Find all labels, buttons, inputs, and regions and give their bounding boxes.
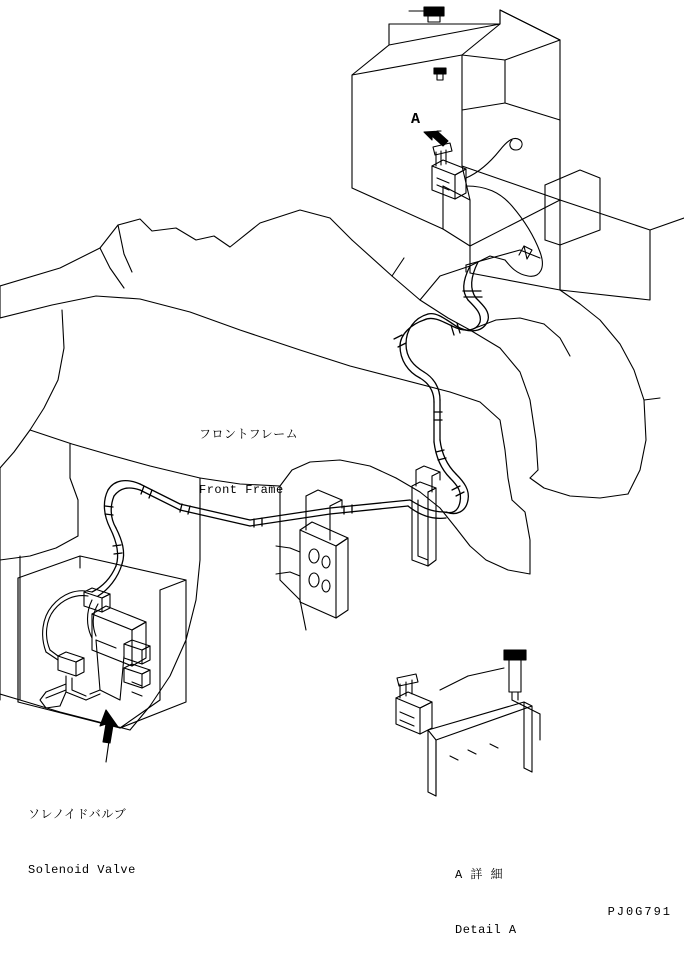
- solenoid-valve-label-jp: ソレノイドバルブ: [28, 808, 127, 822]
- front-frame-label: [199, 388, 298, 538]
- drawing-number: PJ0G791: [607, 905, 672, 919]
- detail-a-label-en: Detail A: [455, 923, 517, 937]
- detail-a-assembly: [396, 650, 540, 796]
- detail-a-label-jp: A 詳 細: [455, 868, 504, 882]
- solenoid-leader: [100, 710, 118, 762]
- main-harness-line: [394, 262, 488, 514]
- front-frame-label-jp: フロントフレーム: [199, 428, 299, 442]
- solenoid-valve-assembly: [18, 556, 186, 728]
- solenoid-valve-label-en: Solenoid Valve: [28, 863, 136, 877]
- solenoid-valve-label: [28, 768, 136, 918]
- cab-solenoid-valve: [432, 138, 542, 276]
- callout-arrow-a: [424, 131, 448, 146]
- front-frame-label-en: Front Frame: [199, 483, 284, 497]
- cab-assembly: [352, 7, 684, 300]
- frame-detail-lines: [100, 248, 660, 498]
- callout-label-a: A: [411, 111, 421, 128]
- detail-a-label: [455, 828, 517, 978]
